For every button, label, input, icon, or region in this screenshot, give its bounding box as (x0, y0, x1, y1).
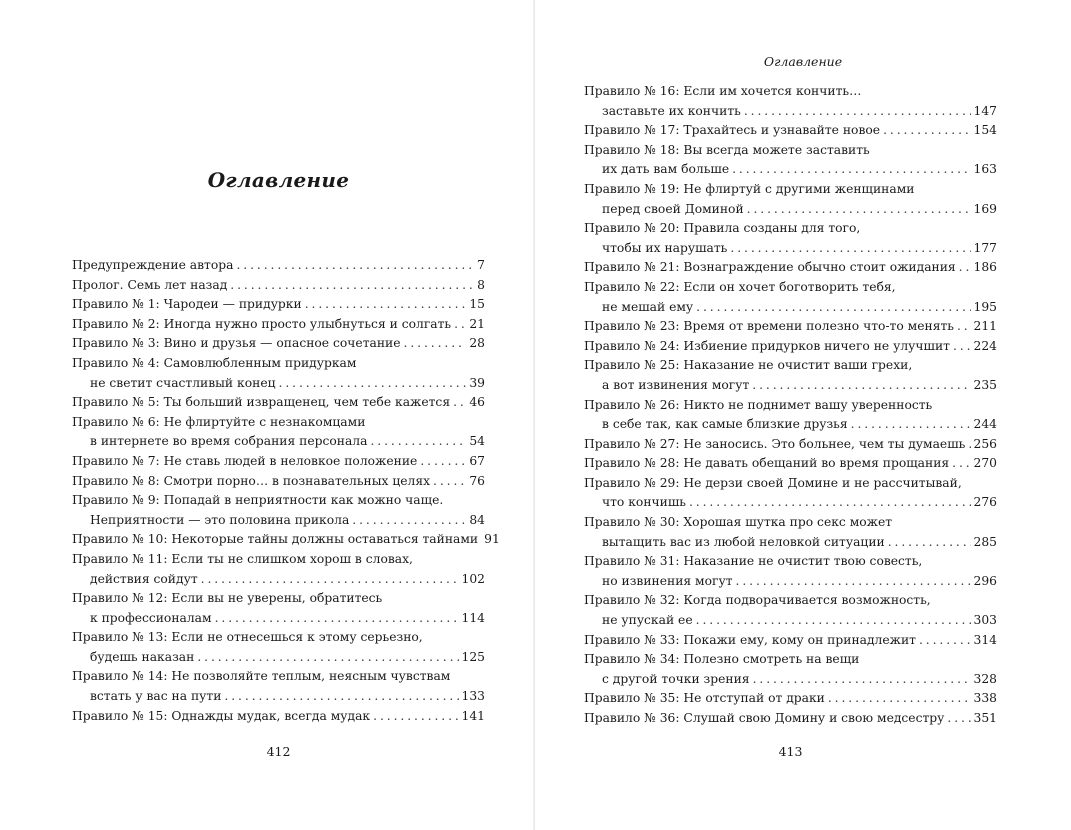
toc-entry-title-continued: встать у вас на пути (90, 689, 222, 704)
toc-list-right (584, 82, 997, 729)
toc-entry-title: Правило № 8: Смотри порно… в познавательных целях (72, 473, 431, 488)
toc-entry-title: Правило № 18: Вы всегда можете заставить (584, 142, 870, 157)
toc-entry-title-continued: вытащить вас из любой неловкой ситуации (602, 534, 885, 549)
toc-entry-page: 114 (461, 610, 485, 625)
toc-entry-page: 351 (973, 711, 997, 725)
toc-entry-page: 39 (469, 375, 485, 390)
toc-entry-page: 186 (973, 260, 997, 275)
toc-entry (72, 550, 485, 589)
toc-entry-title-continued: в интернете во время собрания персонала (90, 434, 368, 449)
toc-entry (72, 354, 485, 393)
toc-entry-title-continued: к профессионалам (90, 610, 212, 625)
toc-entry-title-continued: не упускай ее (602, 613, 693, 628)
dot-leader (352, 511, 466, 531)
toc-entry (584, 356, 997, 395)
toc-entry-page: 276 (973, 495, 997, 510)
toc-entry-page: 67 (469, 453, 485, 468)
dot-leader (753, 670, 971, 690)
toc-entry-page: 195 (973, 299, 997, 314)
left-page (0, 0, 535, 830)
toc-entry (584, 689, 997, 709)
toc-entry-page: 154 (973, 123, 997, 138)
dot-leader (696, 298, 970, 318)
toc-entry-page: 303 (973, 613, 997, 628)
toc-entry-page: 163 (973, 162, 997, 177)
toc-entry-title: Правило № 12: Если вы не уверены, обратитесь (72, 591, 383, 606)
toc-entry-title: Правило № 36: Слушай свою Домину и свою медсестру (584, 711, 945, 725)
dot-leader (888, 533, 971, 553)
toc-entry-title: Правило № 3: Вино и друзья — опасное сочетание (72, 336, 401, 351)
toc-entry-title: Правило № 6: Не флиртуйте с незнакомцами (72, 414, 366, 429)
toc-entry (72, 472, 485, 492)
dot-leader (201, 570, 459, 590)
toc-entry (72, 589, 485, 628)
toc-entry (584, 219, 997, 258)
dot-leader (236, 256, 474, 276)
toc-entry-page: 8 (477, 277, 485, 292)
toc-entry-page: 133 (461, 689, 485, 704)
toc-entry-title: Правило № 20: Правила созданы для того, (584, 221, 861, 236)
toc-entry-page: 76 (469, 473, 485, 488)
toc-entry-title: Правило № 33: Покажи ему, кому он принадлежит (584, 632, 916, 647)
toc-entry-title: Правило № 30: Хорошая шутка про секс может (584, 515, 893, 530)
toc-entry-page: 244 (973, 417, 997, 432)
dot-leader (453, 393, 466, 413)
dot-leader (420, 452, 466, 472)
dot-leader (957, 317, 971, 337)
toc-entry-page: 84 (469, 512, 485, 527)
dot-leader (370, 432, 466, 452)
toc-entry-page: 338 (973, 691, 997, 706)
dot-leader (197, 648, 458, 668)
dot-leader (959, 258, 971, 278)
toc-entry (584, 709, 997, 729)
toc-entry-title: Правило № 26: Никто не поднимет вашу уверенность (584, 397, 933, 412)
toc-entry-page: 54 (469, 434, 485, 449)
toc-entry (72, 334, 485, 354)
dot-leader (433, 472, 466, 492)
dot-leader (953, 337, 971, 357)
toc-entry (584, 317, 997, 337)
toc-entry-title: Правило № 31: Наказание не очистит твою совесть, (584, 554, 923, 569)
toc-entry-title: Правило № 10: Некоторые тайны должны оставаться тайнами (72, 532, 479, 547)
dot-leader (404, 334, 467, 354)
toc-entry-page: 91 (484, 532, 500, 547)
dot-leader (968, 435, 970, 455)
toc-entry-title-continued: будешь наказан (90, 649, 195, 664)
toc-entry-page: 28 (469, 336, 485, 351)
toc-entry-title-continued: не светит счастливый конец (90, 375, 276, 390)
toc-entry-title: Правило № 29: Не дерзи своей Домине и не рассчитывай, (584, 475, 962, 490)
toc-entry-title-continued: с другой точки зрения (602, 671, 750, 686)
toc-entry (72, 276, 485, 296)
toc-entry-title: Правило № 28: Не давать обещаний во время прощания (584, 456, 950, 471)
dot-leader (696, 611, 971, 631)
toc-entry (584, 258, 997, 278)
toc-entry-title-continued: действия сойдут (90, 571, 198, 586)
dot-leader (744, 102, 971, 122)
toc-entry (72, 413, 485, 452)
toc-entry-title: Правило № 1: Чародеи — придурки (72, 297, 302, 312)
toc-entry (584, 82, 997, 121)
toc-entry-page: 7 (477, 258, 485, 272)
toc-entry-title-continued: в себе так, как самые близкие друзья (602, 417, 848, 432)
toc-entry-title: Правило № 5: Ты больший извращенец, чем тебе кажется (72, 395, 451, 410)
toc-entry (72, 452, 485, 472)
toc-entry-title: Правило № 16: Если им хочется кончить… (584, 84, 862, 98)
toc-entry (584, 278, 997, 317)
toc-entry (584, 552, 997, 591)
right-page (535, 0, 1071, 830)
toc-entry-title: Правило № 17: Трахайтесь и узнавайте новое (584, 123, 881, 138)
toc-entry (72, 491, 485, 530)
toc-entry (584, 435, 997, 455)
toc-entry-page: 296 (973, 573, 997, 588)
page-number-left: 412 (266, 744, 291, 759)
toc-entry (72, 295, 485, 315)
toc-entry-title-continued: их дать вам больше (602, 162, 730, 177)
dot-leader (919, 631, 971, 651)
toc-entry-page: 125 (461, 649, 485, 664)
toc-entry-title: Правило № 15: Однажды мудак, всегда мудак (72, 708, 371, 723)
toc-entry (72, 530, 500, 550)
toc-entry (72, 707, 485, 727)
toc-entry-page: 177 (973, 240, 997, 255)
toc-title: Оглавление (207, 168, 350, 192)
toc-entry-page: 46 (469, 395, 485, 410)
dot-leader (373, 707, 458, 727)
toc-entry-title-continued: а вот извинения могут (602, 377, 750, 392)
dot-leader (689, 493, 971, 513)
toc-entry-page: 235 (973, 377, 997, 392)
dot-leader (305, 295, 467, 315)
toc-entry-title: Правило № 24: Избиение придурков ничего не улучшит (584, 338, 950, 353)
toc-entry-page: 285 (973, 534, 997, 549)
toc-entry (584, 591, 997, 630)
toc-entry (584, 121, 997, 141)
toc-entry-title-continued: заставьте их кончить (602, 103, 741, 118)
toc-entry-title-continued: не мешай ему (602, 299, 694, 314)
toc-entry-title: Правило № 19: Не флиртуй с другими женщинами (584, 181, 915, 196)
toc-entry-page: 21 (469, 316, 485, 331)
toc-entry (584, 141, 997, 180)
toc-entry-page: 256 (973, 436, 997, 451)
toc-entry-title: Правило № 11: Если ты не слишком хорош в словах, (72, 551, 413, 566)
toc-entry-title-continued: но извинения могут (602, 573, 733, 588)
toc-list-left (72, 256, 500, 726)
toc-entry-page: 270 (973, 456, 997, 471)
toc-entry-title: Правило № 34: Полезно смотреть на вещи (584, 652, 860, 667)
dot-leader (947, 709, 970, 729)
toc-entry-title: Правило № 13: Если не отнесешься к этому серьезно, (72, 630, 423, 645)
dot-leader (454, 315, 466, 335)
toc-entry (584, 650, 997, 689)
toc-entry-title: Предупреждение автора (72, 258, 234, 272)
toc-entry-title-continued: перед своей Доминой (602, 201, 744, 216)
running-head: Оглавление (763, 54, 843, 69)
toc-entry-title: Правило № 27: Не заносись. Это больнее, чем ты думаешь (584, 436, 966, 451)
dot-leader (224, 687, 458, 707)
toc-entry-page: 224 (973, 338, 997, 353)
toc-entry (584, 631, 997, 651)
toc-entry (584, 454, 997, 474)
toc-entry (584, 474, 997, 513)
toc-entry (72, 256, 485, 276)
toc-entry-title: Правило № 23: Время от времени полезно что-то менять (584, 319, 954, 334)
dot-leader (730, 239, 970, 259)
toc-entry-page: 169 (973, 201, 997, 216)
dot-leader (752, 376, 970, 396)
toc-entry (72, 667, 485, 706)
toc-entry-page: 211 (973, 319, 997, 334)
toc-entry-page: 141 (461, 708, 485, 723)
dot-leader (828, 689, 971, 709)
toc-entry (72, 628, 485, 667)
toc-entry-page: 102 (461, 571, 485, 586)
toc-entry-page: 314 (973, 632, 997, 647)
dot-leader (851, 415, 971, 435)
toc-entry (584, 513, 997, 552)
page-number-right: 413 (778, 744, 803, 759)
dot-leader (732, 160, 970, 180)
toc-entry-title-continued: Неприятности — это половина прикола (90, 512, 350, 527)
toc-entry (72, 315, 485, 335)
toc-entry-page: 15 (469, 297, 485, 312)
toc-entry-title: Правило № 9: Попадай в неприятности как можно чаще. (72, 493, 444, 508)
toc-entry-title-continued: что кончишь (602, 495, 686, 510)
dot-leader (279, 374, 467, 394)
toc-entry-title: Правило № 14: Не позволяйте теплым, неясным чувствам (72, 669, 451, 684)
toc-entry (584, 180, 997, 219)
toc-entry-page: 147 (973, 103, 997, 118)
toc-entry-title: Правило № 32: Когда подворачивается возможность, (584, 593, 931, 608)
dot-leader (747, 200, 971, 220)
dot-leader (883, 121, 970, 141)
toc-entry-page: 328 (973, 671, 997, 686)
toc-entry-title: Правило № 22: Если он хочет боготворить тебя, (584, 279, 896, 294)
dot-leader (215, 609, 459, 629)
dot-leader (952, 454, 970, 474)
toc-entry-title: Правило № 21: Вознаграждение обычно стоит ожидания (584, 260, 956, 275)
toc-entry (584, 337, 997, 357)
toc-entry (72, 393, 485, 413)
toc-entry-title: Пролог. Семь лет назад (72, 277, 228, 292)
toc-entry-title: Правило № 4: Самовлюбленным придуркам (72, 355, 357, 370)
dot-leader (736, 572, 971, 592)
toc-entry-title: Правило № 2: Иногда нужно просто улыбнуться и солгать (72, 316, 452, 331)
toc-entry-title-continued: чтобы их нарушать (602, 240, 728, 255)
toc-entry-title: Правило № 35: Не отступай от драки (584, 691, 825, 706)
toc-entry-title: Правило № 25: Наказание не очистит ваши грехи, (584, 358, 913, 373)
toc-entry-title: Правило № 7: Не ставь людей в неловкое положение (72, 453, 418, 468)
toc-entry (584, 396, 997, 435)
dot-leader (230, 276, 474, 296)
